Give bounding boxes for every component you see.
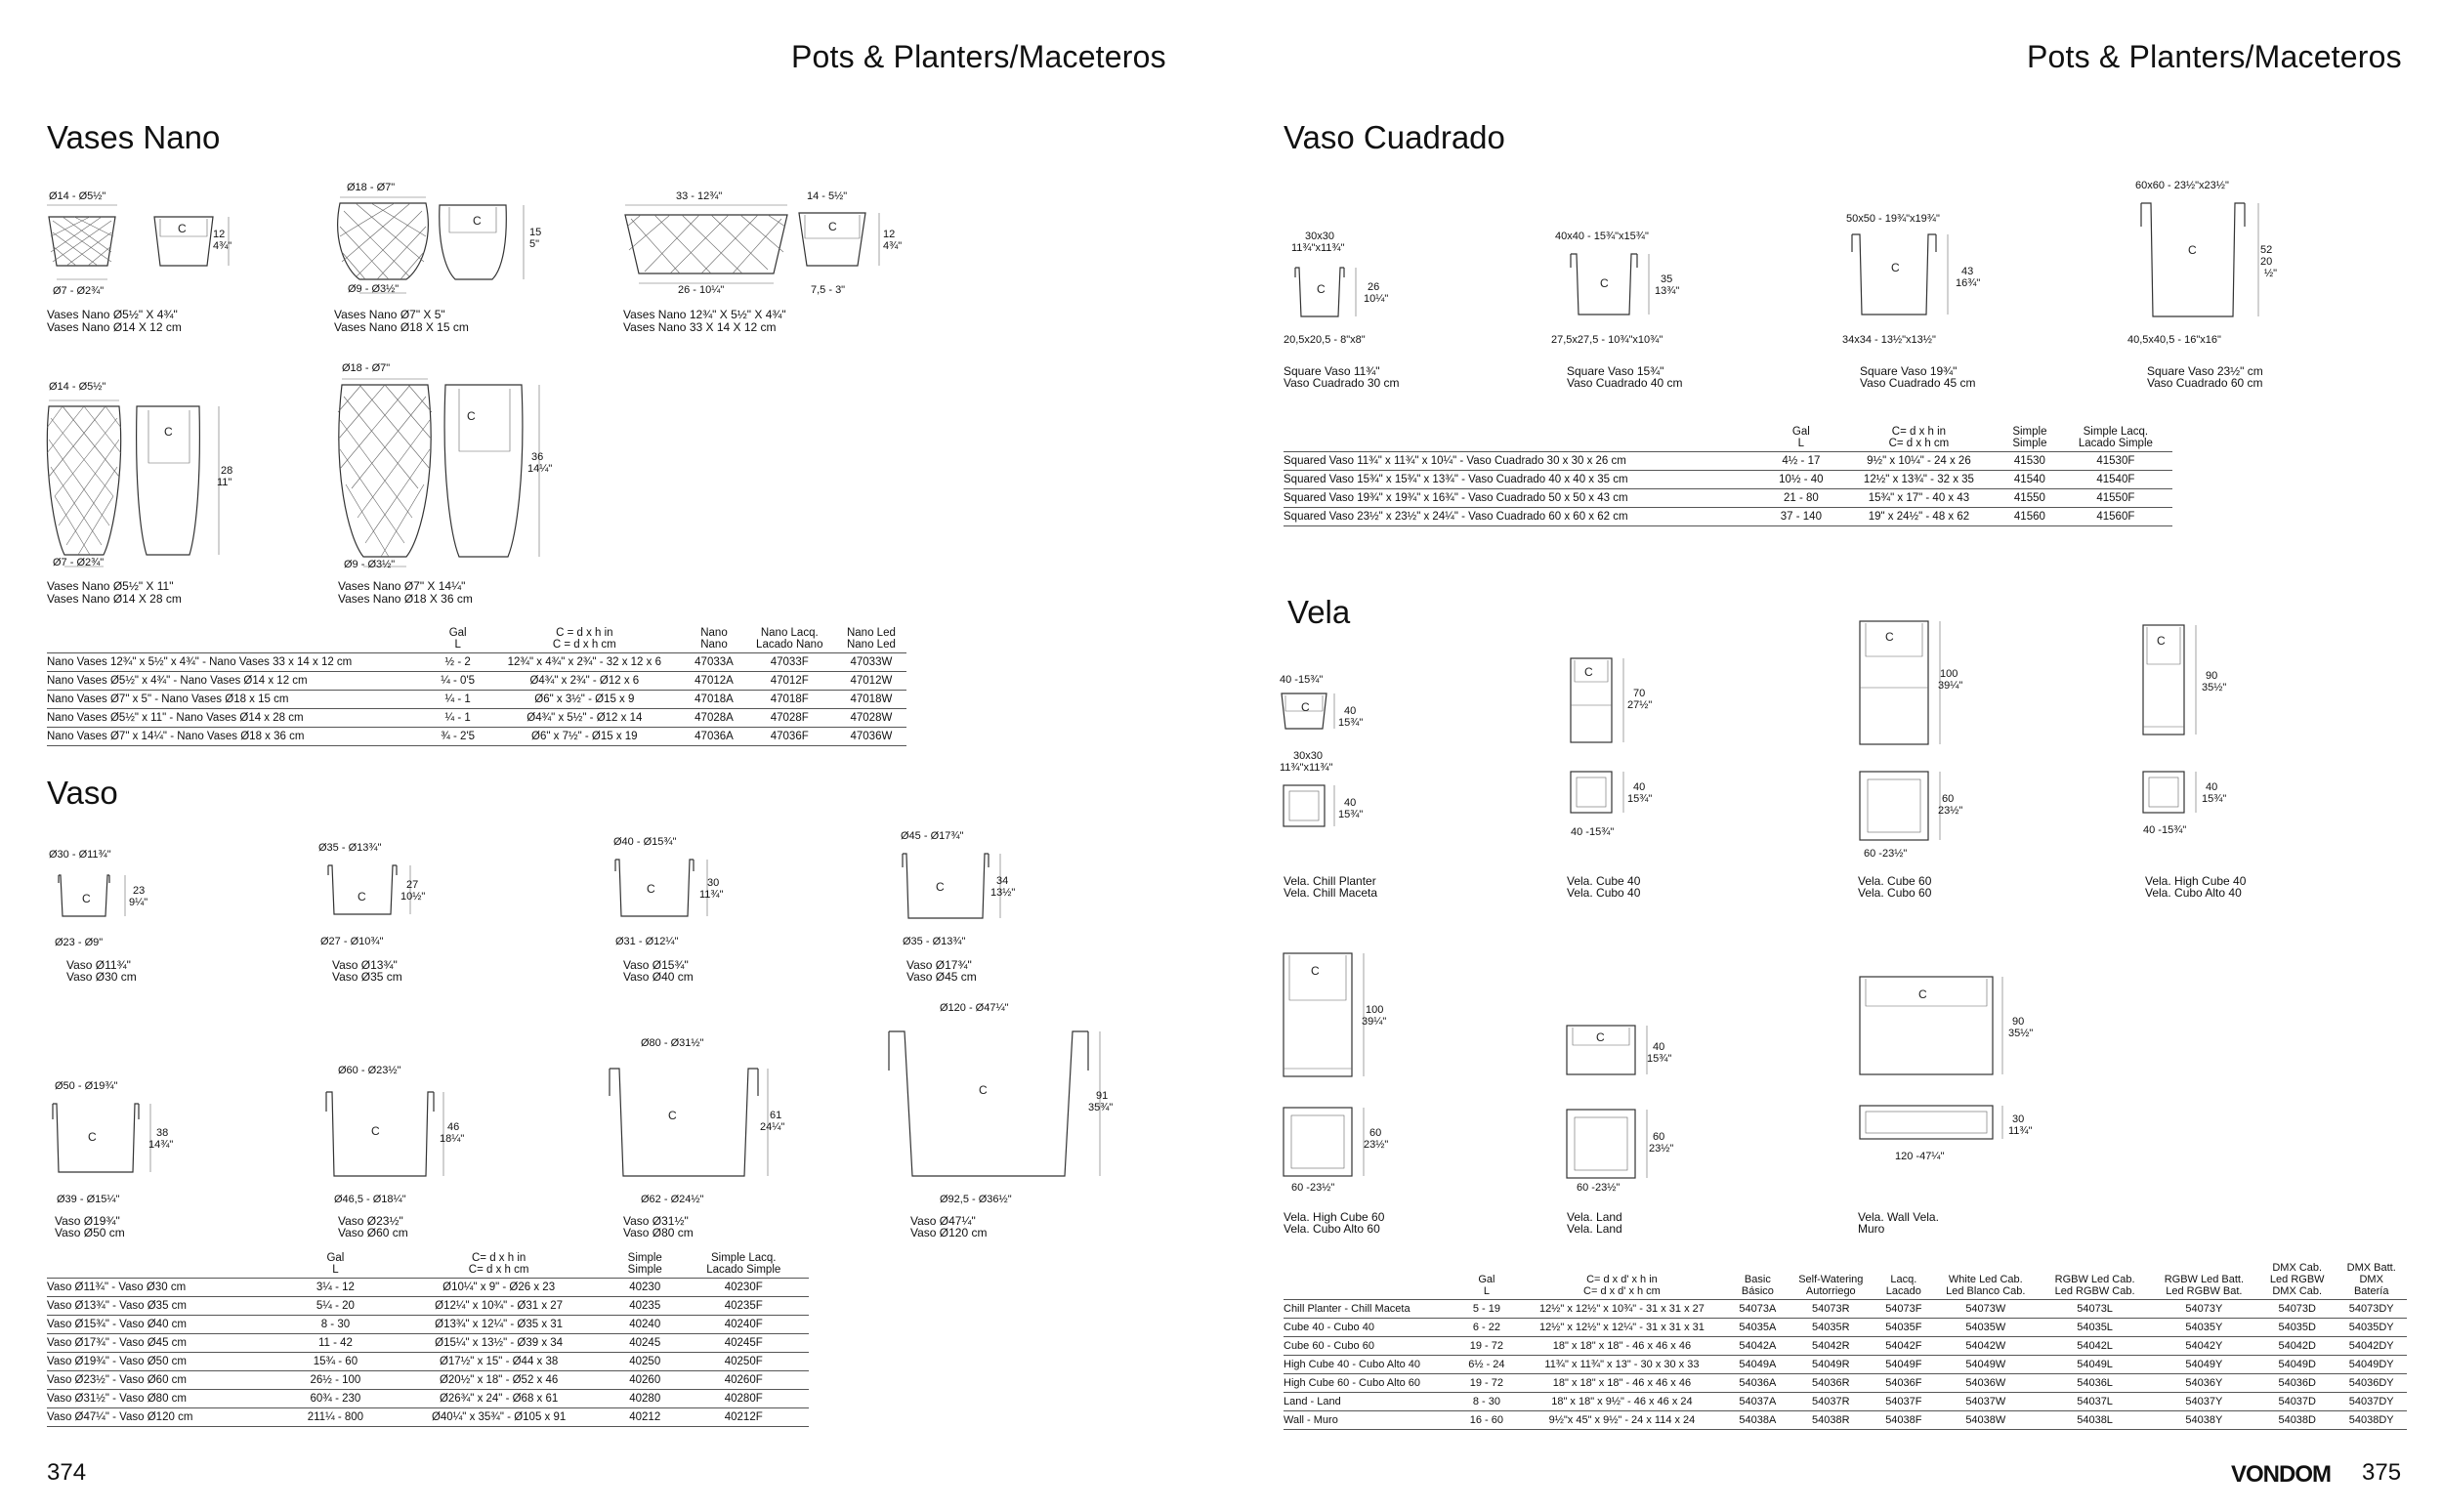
vaso-drawing (897, 848, 1043, 936)
vela-1-height: 70 (1633, 688, 1646, 699)
vaso-6-top-dim: Ø80 - Ø31½" (641, 1037, 704, 1049)
vaso-drawing (47, 869, 184, 928)
nano-4-bottom-dim: Ø9 - Ø3½" (344, 559, 396, 570)
vela-2-height-in: 39¼" (1938, 680, 1963, 692)
table-row: Vaso Ø19¾" - Vaso Ø50 cm 15¾ - 60 Ø17½" x 15" - Ø44 x 38 40250 40250F (47, 1353, 809, 1371)
table-row: Squared Vaso 23½" x 23½" x 24¼" - Vaso Cuadrado 60 x 60 x 62 cm 37 - 140 19" x 24½" - 48 x 62 41560 41560F (1284, 508, 2172, 526)
sq-1-caption-1: Square Vaso 15¾" (1567, 364, 1664, 378)
vela-4-caption-1: Vela. High Cube 60 (1284, 1210, 1385, 1224)
vaso-1-bottom-dim: Ø27 - Ø10¾" (320, 936, 384, 947)
nano-3-height-in: 11" (217, 477, 232, 488)
table-header: DMX Cab. Led RGBW DMX Cab. (2269, 1262, 2325, 1297)
page-header-right: Pots & Planters/Maceteros (2027, 39, 2402, 74)
vela-2-width: 60 -23½" (1864, 848, 1908, 860)
table-row: Squared Vaso 11¾" x 11¾" x 10¼" - Vaso Cuadrado 30 x 30 x 26 cm 4½ - 17 9½" x 10¼" - 24 x 26 41530 41530F (1284, 452, 2172, 471)
sq-0-height-in: 10¼" (1364, 293, 1389, 305)
vaso-1-caption-2: Vaso Ø35 cm (332, 970, 402, 984)
vela-6-plan-in: 11¾" (2008, 1125, 2033, 1137)
vela-3-plan: 40 (2206, 781, 2218, 793)
table-header: Simple Lacq. Lacado Simple (706, 1252, 781, 1276)
svg-text:C: C (82, 892, 91, 905)
vaso-0-caption-2: Vaso Ø30 cm (66, 970, 137, 984)
vela-2-caption-1: Vela. Cube 60 (1858, 874, 1932, 888)
vela-6-plan: 30 (2012, 1113, 2025, 1125)
sq-2-top-dim: 50x50 - 19¾"x19¾" (1846, 213, 1940, 225)
nano-2-height: 12 (883, 229, 896, 240)
vaso-3-caption-2: Vaso Ø45 cm (906, 970, 977, 984)
vela-3-caption-2: Vela. Cubo Alto 40 (2145, 886, 2242, 900)
vela-0-caption-1: Vela. Chill Planter (1284, 874, 1376, 888)
table-row: Vaso Ø13¾" - Vaso Ø35 cm 5¼ - 20 Ø12¼" x 10¾" - Ø31 x 27 40235 40235F (47, 1297, 809, 1316)
table-row: Vaso Ø31½" - Vaso Ø80 cm 60¾ - 230 Ø26¾" x 24" - Ø68 x 61 40280 40280F (47, 1390, 809, 1408)
vaso-4-bottom-dim: Ø39 - Ø15¼" (57, 1194, 120, 1205)
table-row: Vaso Ø47¼" - Vaso Ø120 cm 211¼ - 800 Ø40¼" x 35¾" - Ø105 x 91 40212 40212F (47, 1408, 809, 1427)
vela-1-caption-2: Vela. Cubo 40 (1567, 886, 1641, 900)
vaso-drawing (610, 854, 756, 932)
vela-3-caption-1: Vela. High Cube 40 (2145, 874, 2247, 888)
nano-vase-drawing (332, 182, 557, 318)
vaso-7-height: 91 (1096, 1090, 1109, 1102)
nano-0-height: 12 (213, 229, 226, 240)
table-header: C = d x h in C = d x h cm (552, 627, 616, 651)
vela-6-caption-1: Vela. Wall Vela. (1858, 1210, 1939, 1224)
nano-3-caption-1: Vases Nano Ø5½" X 11" (47, 579, 174, 593)
table-header: Gal L (1478, 1274, 1495, 1297)
sq-0-bottom-dim: 20,5x20,5 - 8"x8" (1284, 334, 1366, 346)
table-header: C= d x h in C= d x h cm (1888, 426, 1950, 449)
vaso-7-caption-1: Vaso Ø47¼" (910, 1214, 976, 1228)
vaso-6-caption-1: Vaso Ø31½" (623, 1214, 689, 1228)
svg-text:C: C (647, 882, 655, 896)
table-row: Vaso Ø23½" - Vaso Ø60 cm 26½ - 100 Ø20½" x 18" - Ø52 x 46 40260 40260F (47, 1371, 809, 1390)
vaso-drawing (49, 1098, 205, 1186)
table-row: Squared Vaso 19¾" x 19¾" x 16¾" - Vaso Cuadrado 50 x 50 x 43 cm 21 - 80 15¾" x 17" - 40 x 43 41550 41550F (1284, 489, 2172, 508)
vaso-4-height: 38 (156, 1127, 169, 1139)
nano-2-caption-1: Vases Nano 12¾" X 5½" X 4¾" (623, 308, 786, 321)
sq-1-height-in: 13¾" (1655, 285, 1680, 297)
vela-1-caption-1: Vela. Cube 40 (1567, 874, 1641, 888)
vela-1-width: 40 -15¾" (1571, 826, 1615, 838)
vaso-cuadrado-spec-table (1284, 426, 2172, 526)
vela-5-width: 60 -23½" (1577, 1182, 1621, 1194)
sq-2-bottom-dim: 34x34 - 13½"x13½" (1842, 334, 1936, 346)
vela-3-plan-in: 15¾" (2202, 793, 2227, 805)
table-header: Self-Watering Autorriego (1798, 1274, 1864, 1297)
vaso-5-bottom-dim: Ø46,5 - Ø18¼" (334, 1194, 406, 1205)
vaso-0-top-dim: Ø30 - Ø11¾" (49, 849, 111, 861)
table-header: RGBW Led Cab. Led RGBW Cab. (2054, 1274, 2135, 1297)
vela-3-width: 40 -15¾" (2143, 824, 2187, 836)
vela-0-height-in: 15¾" (1338, 717, 1364, 729)
table-header (1284, 426, 1765, 452)
vaso-0-height: 23 (133, 885, 146, 897)
nano-0-bottom-dim: Ø7 - Ø2¾" (53, 285, 105, 297)
sq-1-top-dim: 40x40 - 15¾"x15¾" (1555, 231, 1649, 242)
vaso-2-top-dim: Ø40 - Ø15¾" (613, 836, 677, 848)
vaso-7-caption-2: Vaso Ø120 cm (910, 1226, 988, 1239)
svg-text:C: C (1891, 261, 1900, 274)
table-header: Nano Lacq. Lacado Nano (756, 627, 823, 651)
table-row: Nano Vases 12¾" x 5½" x 4¾" - Nano Vases 33 x 14 x 12 cm ½ - 2 12¾" x 4¾" x 2¾" - 32 x 12 x 6 47033A 47033F 47033W (47, 653, 906, 672)
vela-5-caption-2: Vela. Land (1567, 1222, 1622, 1236)
vaso-1-height-in: 10½" (400, 891, 426, 903)
table-header: Lacq. Lacado (1885, 1274, 1921, 1297)
vaso-0-bottom-dim: Ø23 - Ø9" (55, 937, 104, 948)
vaso-6-caption-2: Vaso Ø80 cm (623, 1226, 694, 1239)
sq-3-top-dim: 60x60 - 23½"x23½" (2135, 180, 2229, 191)
nano-1-height-in: 5" (529, 238, 540, 250)
vaso-3-height-in: 13½" (990, 887, 1016, 899)
vela-6-height-in: 35½" (2008, 1028, 2034, 1039)
vela-0-caption-2: Vela. Chill Maceta (1284, 886, 1378, 900)
table-row: Vaso Ø17¾" - Vaso Ø45 cm 11 - 42 Ø15¼" x 13½" - Ø39 x 34 40245 40245F (47, 1334, 809, 1353)
table-header (47, 627, 432, 653)
vaso-5-caption-1: Vaso Ø23½" (338, 1214, 403, 1228)
section-title-vaso: Vaso (47, 775, 118, 811)
nano-0-caption-1: Vases Nano Ø5½" X 4¾" (47, 308, 178, 321)
vela-5-plan: 60 (1653, 1131, 1665, 1143)
table-row: Cube 40 - Cubo 40 6 - 22 12½" x 12½" x 12¼" - 31 x 31 x 31 54035A 54035R 54035F 54035W 54035L 54035Y 54035D 54035DY (1284, 1319, 2407, 1337)
vela-0-square: 30x30 (1293, 750, 1323, 762)
sq-3-height-2: 20 (2260, 256, 2273, 268)
vela-2-plan-in: 23½" (1938, 805, 1963, 817)
sq-0-top-dim: 30x30 (1305, 231, 1334, 242)
svg-text:C: C (1311, 964, 1320, 978)
svg-text:C: C (358, 890, 366, 903)
svg-text:C: C (828, 220, 837, 233)
vaso-7-height-in: 35¾" (1088, 1102, 1114, 1113)
vaso-drawing (322, 860, 459, 928)
sq-2-caption-2: Vaso Cuadrado 45 cm (1860, 376, 1976, 390)
table-header: White Led Cab. Led Blanco Cab. (1946, 1274, 2026, 1297)
nano-4-top-dim: Ø18 - Ø7" (342, 362, 391, 374)
sq-0-caption-2: Vaso Cuadrado 30 cm (1284, 376, 1400, 390)
table-row: High Cube 40 - Cubo Alto 40 6½ - 24 11¾" x 11¾" x 13" - 30 x 30 x 33 54049A 54049R 54049F 54049W 54049L 54049Y 54049D 54049DY (1284, 1356, 2407, 1374)
svg-text:C: C (936, 880, 945, 894)
vela-4-height: 100 (1366, 1004, 1384, 1016)
nano-0-top-dim: Ø14 - Ø5½" (49, 190, 106, 202)
sq-0-top-dim-2: 11¾"x11¾" (1291, 242, 1345, 254)
sq-2-height: 43 (1961, 266, 1974, 277)
vaso-5-height: 46 (447, 1121, 460, 1133)
svg-text:C: C (88, 1130, 97, 1144)
vaso-7-bottom-dim: Ø92,5 - Ø36½" (940, 1194, 1012, 1205)
vaso-2-height-in: 11¾" (699, 889, 724, 901)
vaso-3-caption-1: Vaso Ø17¾" (906, 958, 972, 972)
page-number-left: 374 (47, 1459, 87, 1486)
vela-5-height: 40 (1653, 1041, 1665, 1053)
vela-3-height-in: 35½" (2202, 682, 2227, 693)
vaso-3-top-dim: Ø45 - Ø17¾" (901, 830, 964, 842)
vela-2-caption-2: Vela. Cubo 60 (1858, 886, 1932, 900)
nano-1-bottom-dim: Ø9 - Ø3½" (348, 283, 400, 295)
table-header: RGBW Led Batt. Led RGBW Bat. (2164, 1274, 2244, 1297)
page-header-left: Pots & Planters/Maceteros (791, 39, 1166, 74)
nano-2-top-dim-2: 14 - 5½" (807, 190, 848, 202)
vela-drawing (1856, 973, 2051, 1168)
vela-drawing (1856, 617, 1993, 852)
sq-0-caption-1: Square Vaso 11¾" (1284, 364, 1380, 378)
vaso-spec-table (47, 1252, 809, 1427)
svg-text:C: C (668, 1109, 677, 1122)
page-number-right: 375 (2362, 1459, 2402, 1486)
svg-text:C: C (979, 1083, 988, 1097)
vela-4-plan: 60 (1369, 1127, 1382, 1139)
vela-5-height-in: 15¾" (1647, 1053, 1672, 1065)
vaso-5-top-dim: Ø60 - Ø23½" (338, 1065, 401, 1076)
table-row: Chill Planter - Chill Maceta 5 - 19 12½" x 12½" x 10¾" - 31 x 31 x 27 54073A 54073R 54073F 54073W 54073L 54073Y 54073D 54073DY (1284, 1300, 2407, 1319)
vaso-6-height: 61 (770, 1110, 782, 1121)
table-row: Nano Vases Ø5½" x 4¾" - Nano Vases Ø14 x 12 cm ¼ - 0'5 Ø4¾" x 2¾" - Ø12 x 6 47012A 47012F 47012W (47, 672, 906, 691)
vases-nano-spec-table (47, 627, 906, 746)
vela-drawing (2139, 621, 2256, 836)
vela-drawing (1567, 654, 1684, 830)
vela-0-width: 40 -15¾" (1280, 674, 1324, 686)
vela-1-plan: 40 (1633, 781, 1646, 793)
vela-spec-table (1284, 1262, 2407, 1430)
section-title-vela: Vela (1287, 594, 1351, 630)
nano-3-caption-2: Vases Nano Ø14 X 28 cm (47, 592, 182, 606)
svg-text:C: C (164, 425, 173, 439)
svg-text:C: C (1918, 987, 1927, 1001)
vela-6-height: 90 (2012, 1016, 2025, 1028)
sq-3-caption-2: Vaso Cuadrado 60 cm (2147, 376, 2263, 390)
svg-text:C: C (2157, 634, 2166, 648)
table-row: Vaso Ø15¾" - Vaso Ø40 cm 8 - 30 Ø13¾" x 12¼" - Ø35 x 31 40240 40240F (47, 1316, 809, 1334)
nano-2-height-in: 4¾" (883, 240, 903, 252)
svg-text:C: C (1885, 630, 1894, 644)
vaso-3-height: 34 (996, 875, 1009, 887)
table-header: Simple Simple (627, 1252, 662, 1276)
vela-2-plan: 60 (1942, 793, 1955, 805)
section-title-vases-nano: Vases Nano (47, 119, 221, 155)
nano-3-top-dim: Ø14 - Ø5½" (49, 381, 106, 393)
table-row: Squared Vaso 15¾" x 15¾" x 13¾" - Vaso Cuadrado 40 x 40 x 35 cm 10½ - 40 12½" x 13¾" - 32 x 35 41540 41540F (1284, 471, 2172, 489)
vaso-2-caption-1: Vaso Ø15¾" (623, 958, 689, 972)
svg-text:C: C (1584, 665, 1593, 679)
sq-2-caption-1: Square Vaso 19¾" (1860, 364, 1958, 378)
table-header: Simple Simple (2012, 426, 2047, 449)
sq-3-caption-1: Square Vaso 23½" cm (2147, 364, 2263, 378)
vaso-2-caption-2: Vaso Ø40 cm (623, 970, 694, 984)
vaso-2-height: 30 (707, 877, 720, 889)
svg-text:C: C (371, 1124, 380, 1138)
vaso-1-height: 27 (406, 879, 419, 891)
svg-text:C: C (473, 214, 482, 228)
vela-3-height: 90 (2206, 670, 2218, 682)
sq-1-caption-2: Vaso Cuadrado 40 cm (1567, 376, 1683, 390)
vaso-4-height-in: 14¾" (148, 1139, 174, 1151)
vela-4-caption-2: Vela. Cubo Alto 60 (1284, 1222, 1380, 1236)
nano-0-height-in: 4¾" (213, 240, 232, 252)
sq-3-height: 52 (2260, 244, 2273, 256)
svg-text:C: C (1596, 1030, 1605, 1044)
nano-3-bottom-dim: Ø7 - Ø2¾" (53, 557, 105, 568)
table-row: Wall - Muro 16 - 60 9½"x 45" x 9½" - 24 x 114 x 24 54038A 54038R 54038F 54038W 54038L 54038Y 54038D 54038DY (1284, 1411, 2407, 1430)
table-header (1284, 1262, 1459, 1300)
svg-text:C: C (1600, 276, 1609, 290)
vaso-0-height-in: 9¼" (129, 897, 148, 908)
vela-6-caption-2: Muro (1858, 1222, 1885, 1236)
table-header (47, 1252, 285, 1279)
table-header: C= d x d' x h in C= d x d' x h cm (1583, 1274, 1661, 1297)
nano-vase-drawing (621, 195, 914, 293)
table-row: Land - Land 8 - 30 18" x 18" x 9½" - 46 x 46 x 24 54037A 54037R 54037F 54037W 54037L 54037Y 54037D 54037DY (1284, 1393, 2407, 1411)
svg-text:C: C (178, 222, 187, 235)
vela-1-height-in: 27½" (1627, 699, 1653, 711)
vela-4-width: 60 -23½" (1291, 1182, 1335, 1194)
vaso-6-bottom-dim: Ø62 - Ø24½" (641, 1194, 704, 1205)
nano-4-caption-2: Vases Nano Ø18 X 36 cm (338, 592, 473, 606)
nano-2-bottom-dim-2: 7,5 - 3" (811, 284, 846, 296)
table-header: C= d x h in C= d x h cm (468, 1252, 529, 1276)
vaso-7-top-dim: Ø120 - Ø47¼" (940, 1002, 1009, 1014)
table-header: DMX Batt. DMX Batería (2346, 1262, 2396, 1297)
vaso-5-height-in: 18¼" (440, 1133, 465, 1145)
vela-drawing (1563, 1022, 1700, 1197)
vaso-1-top-dim: Ø35 - Ø13¾" (318, 842, 382, 854)
nano-4-caption-1: Vases Nano Ø7" X 14¼" (338, 579, 466, 593)
nano-4-height-in: 14¼" (527, 463, 553, 475)
nano-4-height: 36 (531, 451, 544, 463)
table-row: Cube 60 - Cubo 60 19 - 72 18" x 18" x 18" - 46 x 46 x 46 54042A 54042R 54042F 54042W 54042L 54042Y 54042D 54042DY (1284, 1337, 2407, 1356)
sq-2-height-in: 16¾" (1956, 277, 1981, 289)
table-header: Gal L (1791, 426, 1810, 449)
table-header: Gal L (448, 627, 467, 651)
table-row: Vaso Ø11¾" - Vaso Ø30 cm 3¼ - 12 Ø10¼" x 9" - Ø26 x 23 40230 40230F (47, 1279, 809, 1297)
vela-2-height: 100 (1940, 668, 1958, 680)
vaso-4-caption-2: Vaso Ø50 cm (55, 1226, 125, 1239)
section-title-vaso-cuadrado: Vaso Cuadrado (1284, 119, 1505, 155)
nano-1-height: 15 (529, 227, 542, 238)
svg-text:C: C (1301, 700, 1310, 714)
vela-0-square-in: 11¾"x11¾" (1280, 762, 1333, 774)
nano-1-top-dim: Ø18 - Ø7" (347, 182, 396, 193)
vaso-1-caption-1: Vaso Ø13¾" (332, 958, 398, 972)
brand-logo: VONDOM (2231, 1461, 2331, 1488)
table-header: Gal L (326, 1252, 345, 1276)
nano-3-height: 28 (221, 465, 233, 477)
nano-2-caption-2: Vases Nano 33 X 14 X 12 cm (623, 320, 777, 334)
vela-drawing (1280, 949, 1416, 1194)
vela-4-plan-in: 23½" (1364, 1139, 1389, 1151)
vaso-5-caption-2: Vaso Ø60 cm (338, 1226, 408, 1239)
table-row: Nano Vases Ø5½" x 11" - Nano Vases Ø14 x 28 cm ¼ - 1 Ø4¾" x 5½" - Ø12 x 14 47028A 47028F 47028W (47, 709, 906, 728)
vaso-4-caption-1: Vaso Ø19¾" (55, 1214, 120, 1228)
vela-5-caption-1: Vela. Land (1567, 1210, 1622, 1224)
vaso-3-bottom-dim: Ø35 - Ø13¾" (903, 936, 966, 947)
nano-1-caption-1: Vases Nano Ø7" X 5" (334, 308, 445, 321)
vela-0-plan: 40 (1344, 797, 1357, 809)
svg-text:C: C (1317, 282, 1326, 296)
vela-5-plan-in: 23½" (1649, 1143, 1674, 1155)
nano-2-bottom-dim: 26 - 10¼" (678, 284, 725, 296)
svg-text:C: C (2188, 243, 2197, 257)
vela-0-plan-in: 15¾" (1338, 809, 1364, 820)
table-row: Nano Vases Ø7" x 5" - Nano Vases Ø18 x 15 cm ¼ - 1 Ø6" x 3½" - Ø15 x 9 47018A 47018F 47018W (47, 691, 906, 709)
vaso-6-height-in: 24¼" (760, 1121, 785, 1133)
table-header: Nano Nano (700, 627, 728, 651)
vela-0-height: 40 (1344, 705, 1357, 717)
table-row: Nano Vases Ø7" x 14¼" - Nano Vases Ø18 x 36 cm ¾ - 2'5 Ø6" x 7½" - Ø15 x 19 47036A 47036F 47036W (47, 728, 906, 746)
vela-1-plan-in: 15¾" (1627, 793, 1653, 805)
sq-1-height: 35 (1661, 273, 1673, 285)
vaso-4-top-dim: Ø50 - Ø19¾" (55, 1080, 118, 1092)
vela-4-height-in: 39¼" (1362, 1016, 1387, 1028)
sq-3-bottom-dim: 40,5x40,5 - 16"x16" (2127, 334, 2221, 346)
table-header: Simple Lacq. Lacado Simple (2078, 426, 2153, 449)
sq-1-bottom-dim: 27,5x27,5 - 10¾"x10¾" (1551, 334, 1663, 346)
svg-text:C: C (467, 409, 476, 423)
vaso-0-caption-1: Vaso Ø11¾" (66, 958, 131, 972)
table-header: Nano Led Nano Led (846, 627, 896, 651)
nano-2-top-dim: 33 - 12¾" (676, 190, 723, 202)
nano-0-caption-2: Vases Nano Ø14 X 12 cm (47, 320, 182, 334)
vela-6-width: 120 -47¼" (1895, 1151, 1945, 1162)
nano-1-caption-2: Vases Nano Ø18 X 15 cm (334, 320, 469, 334)
table-header: Basic Básico (1741, 1274, 1774, 1297)
table-row: High Cube 60 - Cubo Alto 60 19 - 72 18" x 18" x 18" - 46 x 46 x 46 54036A 54036R 54036F 54036W 54036L 54036Y 54036D 54036DY (1284, 1374, 2407, 1393)
sq-3-height-3: ½" (2264, 268, 2278, 279)
sq-0-height: 26 (1368, 281, 1380, 293)
vaso-2-bottom-dim: Ø31 - Ø12¼" (615, 936, 679, 947)
